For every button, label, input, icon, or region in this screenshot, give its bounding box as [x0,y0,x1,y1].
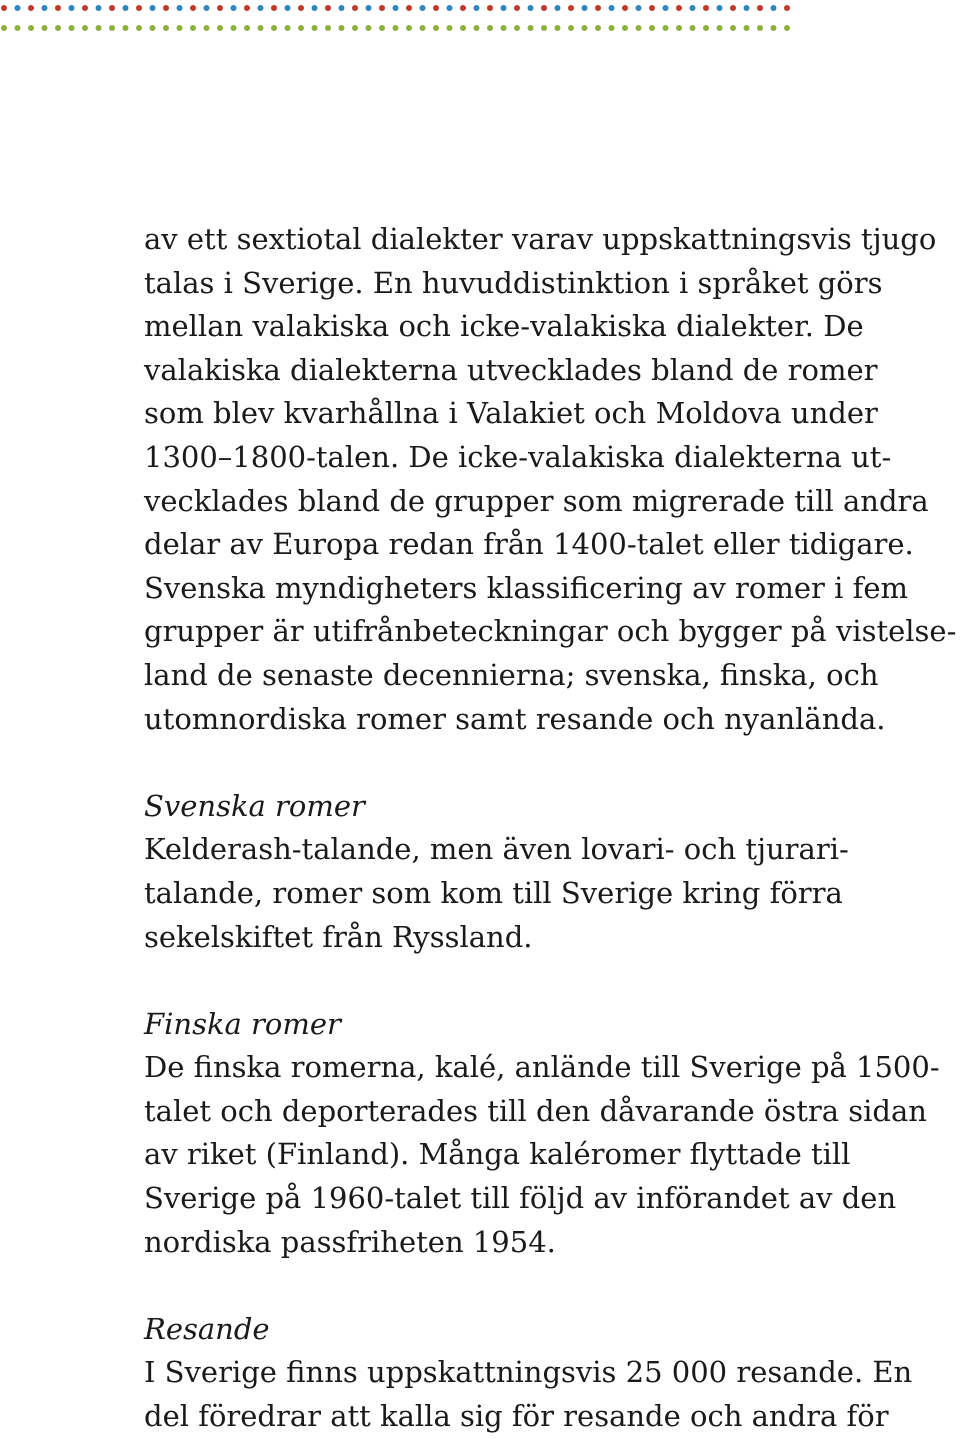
section-spacer [144,741,956,785]
section-heading: Resande [144,1311,270,1346]
text-line: talande, romer som kom till Sverige kring förra [144,875,843,910]
decorative-dot [744,5,750,11]
decorative-dot [379,25,385,31]
decorative-dot [676,25,682,31]
text-line: utomnordiska romer samt resande och nyanlända. [144,701,886,736]
text-line: av riket (Finland). Många kaléromer flyttade till [144,1137,851,1172]
decorative-dot [501,5,507,11]
decorative-dot [82,25,88,31]
decorative-dot [730,25,736,31]
decorative-dot [42,5,48,11]
decorative-dot [325,25,331,31]
decorative-dot [757,5,763,11]
decorative-dot [163,5,169,11]
decorative-dot [595,25,601,31]
decorative-dot [649,25,655,31]
decorative-dot [325,5,331,11]
decorative-dot [744,25,750,31]
decorative-dot [433,5,439,11]
decorative-dot [379,5,385,11]
text-line: sekelskiftet från Ryssland. [144,919,533,954]
decorative-dot [123,25,129,31]
intro-paragraph [144,218,956,741]
decorative-dot [541,5,547,11]
decorative-dot [609,25,615,31]
decorative-dot [555,5,561,11]
decorative-dot-border [0,0,960,40]
decorative-dot [136,5,142,11]
decorative-dot [271,5,277,11]
decorative-dot [703,5,709,11]
text-line: De finska romerna, kalé, anlände till Sverige på 1500- [144,1050,940,1085]
decorative-dot [298,25,304,31]
decorative-dot [352,25,358,31]
decorative-dot [474,5,480,11]
section-spacer [144,959,956,1003]
decorative-dot [447,5,453,11]
decorative-dot [636,25,642,31]
decorative-dot [28,5,34,11]
decorative-dot [649,5,655,11]
decorative-dot [487,25,493,31]
decorative-dot [231,5,237,11]
decorative-dot [406,25,412,31]
text-line: delar av Europa redan från 1400-talet eller tidigare. [144,527,914,562]
decorative-dot [663,25,669,31]
decorative-dot [177,25,183,31]
decorative-dot [393,25,399,31]
decorative-dot [177,5,183,11]
decorative-dot [784,25,790,31]
decorative-dot [55,25,61,31]
decorative-dot [420,5,426,11]
decorative-dot [771,25,777,31]
decorative-dot [217,5,223,11]
section-heading: Finska romer [144,1006,341,1041]
decorative-dot [568,5,574,11]
decorative-dot [69,5,75,11]
decorative-dot [204,25,210,31]
decorative-dot [528,5,534,11]
text-line: 1300–1800-talen. De icke-valakiska dialekterna ut- [144,439,892,474]
decorative-dot [204,5,210,11]
decorative-dot [258,25,264,31]
decorative-dot [501,25,507,31]
decorative-dot [96,25,102,31]
decorative-dot [258,5,264,11]
decorative-dot [312,25,318,31]
decorative-dot [541,25,547,31]
decorative-dot [622,25,628,31]
decorative-dot [406,5,412,11]
decorative-dot [366,25,372,31]
text-line: Svenska myndigheters klassificering av romer i fem [144,570,908,605]
text-line: talet och deporterades till den dåvarande östra sidan [144,1093,927,1128]
decorative-dot [366,5,372,11]
decorative-dot [163,25,169,31]
text-line: I Sverige finns uppskattningsvis 25 000 resande. En [144,1355,913,1390]
decorative-dot [609,5,615,11]
decorative-dot [15,5,21,11]
decorative-dot [582,25,588,31]
decorative-dot [217,25,223,31]
text-line: Kelderash-talande, men även lovari- och tjurari- [144,832,849,867]
decorative-dot [82,5,88,11]
section-svenska-romer [144,785,956,959]
decorative-dot [663,5,669,11]
decorative-dot [96,5,102,11]
decorative-dot [636,5,642,11]
text-line: grupper är utifrånbeteckningar och bygger på vistelse- [144,614,957,649]
decorative-dot [717,5,723,11]
decorative-dot [150,25,156,31]
decorative-dot [244,5,250,11]
decorative-dot [730,5,736,11]
decorative-dot [136,25,142,31]
document-body [144,218,956,1439]
text-line: valakiska dialekterna utvecklades bland de romer [144,352,878,387]
decorative-dot [717,25,723,31]
section-resande [144,1308,956,1439]
decorative-dot [568,25,574,31]
decorative-dot [474,25,480,31]
text-line: nordiska passfriheten 1954. [144,1224,556,1259]
decorative-dot [55,5,61,11]
decorative-dot [690,5,696,11]
decorative-dot [487,5,493,11]
section-heading: Svenska romer [144,788,365,823]
decorative-dot [190,5,196,11]
text-line: del föredrar att kalla sig för resande och andra för [144,1399,889,1434]
decorative-dot [460,5,466,11]
text-line: talas i Sverige. En huvuddistinktion i språket görs [144,265,883,300]
decorative-dot [514,25,520,31]
decorative-dot [190,25,196,31]
decorative-dot [150,5,156,11]
text-line: Sverige på 1960-talet till följd av införandet av den [144,1181,897,1216]
section-finska-romer [144,1003,956,1265]
decorative-dot [703,25,709,31]
decorative-dot [582,5,588,11]
decorative-dot [42,25,48,31]
decorative-dot [298,5,304,11]
decorative-dot [312,5,318,11]
decorative-dot [1,5,7,11]
decorative-dot [69,25,75,31]
text-line: mellan valakiska och icke-valakiska dialekter. De [144,309,864,344]
decorative-dot [109,25,115,31]
text-line: som blev kvarhållna i Valakiet och Moldova under [144,396,878,431]
decorative-dot [339,5,345,11]
text-line: vecklades bland de grupper som migrerade till andra [144,483,929,518]
decorative-dot [676,5,682,11]
text-line: land de senaste decennierna; svenska, finska, och [144,657,879,692]
decorative-dot [420,25,426,31]
decorative-dot [393,5,399,11]
decorative-dot [757,25,763,31]
decorative-dot [352,5,358,11]
section-spacer [144,1264,956,1308]
decorative-dot [271,25,277,31]
decorative-dot [231,25,237,31]
decorative-dot [244,25,250,31]
decorative-dot [109,5,115,11]
decorative-dot [285,5,291,11]
decorative-dot [433,25,439,31]
decorative-dot [447,25,453,31]
decorative-dot [460,25,466,31]
decorative-dot [285,25,291,31]
decorative-dot [123,5,129,11]
text-line: av ett sextiotal dialekter varav uppskattningsvis tjugo [144,222,937,256]
decorative-dot [1,25,7,31]
decorative-dot [339,25,345,31]
decorative-dot [690,25,696,31]
decorative-dot [622,5,628,11]
decorative-dot [784,5,790,11]
decorative-dot [28,25,34,31]
decorative-dot [528,25,534,31]
decorative-dot [15,25,21,31]
decorative-dot [514,5,520,11]
decorative-dot [595,5,601,11]
decorative-dot [771,5,777,11]
decorative-dot [555,25,561,31]
